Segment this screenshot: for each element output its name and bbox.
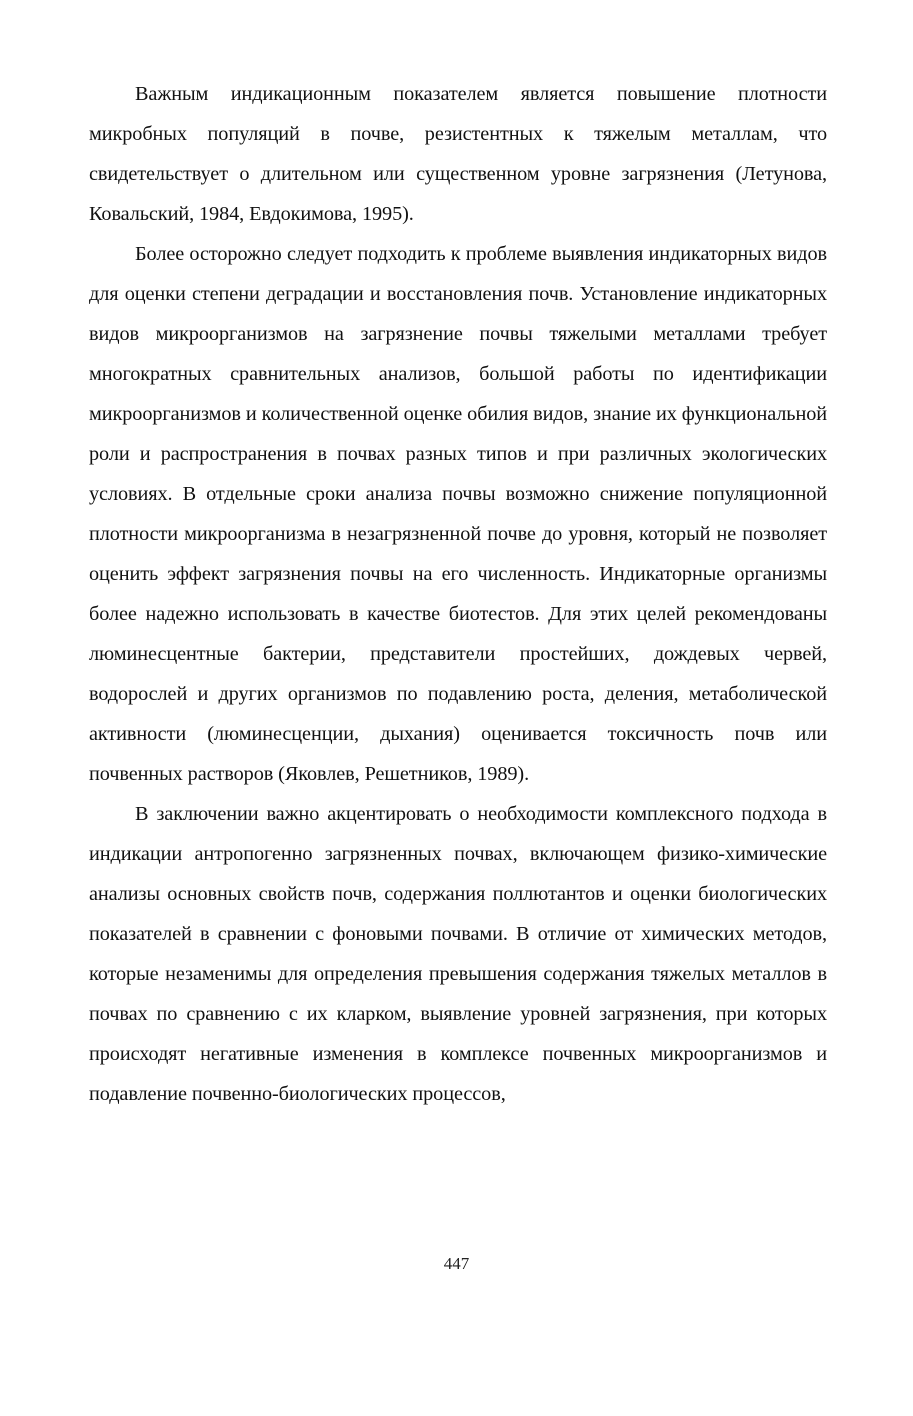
page-number: 447 — [443, 1254, 470, 1273]
paragraph-2: Более осторожно следует подходить к проблеме выявления индикаторных видов для оценки степени деградации и восстановления почв. Установление индикаторных видов микроорганизмов на загрязнение почвы тяжелыми металлами требует многократных сравнительных анализов, большой работы по идентификации микроорганизмов и количественной оценке обилия видов, знание их функциональной роли и распространения в почвах разных типов и при различных экологических условиях. В отдельные сроки анализа почвы возможно снижение популяционной плотности микроорганизма в незагрязненной почве до уровня, который не позволяет оценить эффект загрязнения почвы на его численность. Индикаторные организмы более надежно использовать в качестве биотестов. Для этих целей рекомендованы люминесцентные бактерии, представители простейших, дождевых червей, водорослей и других организмов по подавлению роста, деления, метаболической активности (люминесценции, дыхания) оценивается токсичность почв или почвенных растворов (Яковлев, Решетников, 1989). — [89, 243, 827, 785]
paragraph-3: В заключении важно акцентировать о необходимости комплексного подхода в индикации антропогенно загрязненных почвах, включающем физико-химические анализы основных свойств почв, содержания поллютантов и оценки биологических показателей в сравнении с фоновыми почвами. В отличие от химических методов, которые незаменимы для определения превышения содержания тяжелых металлов в почвах по сравнению с их кларком, выявление уровней загрязнения, при которых происходят негативные изменения в комплексе почвенных микроорганизмов и подавление почвенно-биологических процессов, — [89, 803, 827, 1105]
paragraph-1: Важным индикационным показателем является повышение плотности микробных популяций в почве, резистентных к тяжелым металлам, что свидетельствует о длительном или существенном уровне загрязнения (Летунова, Ковальский, 1984, Евдокимова, 1995). — [89, 83, 827, 225]
body-text — [89, 74, 827, 1114]
